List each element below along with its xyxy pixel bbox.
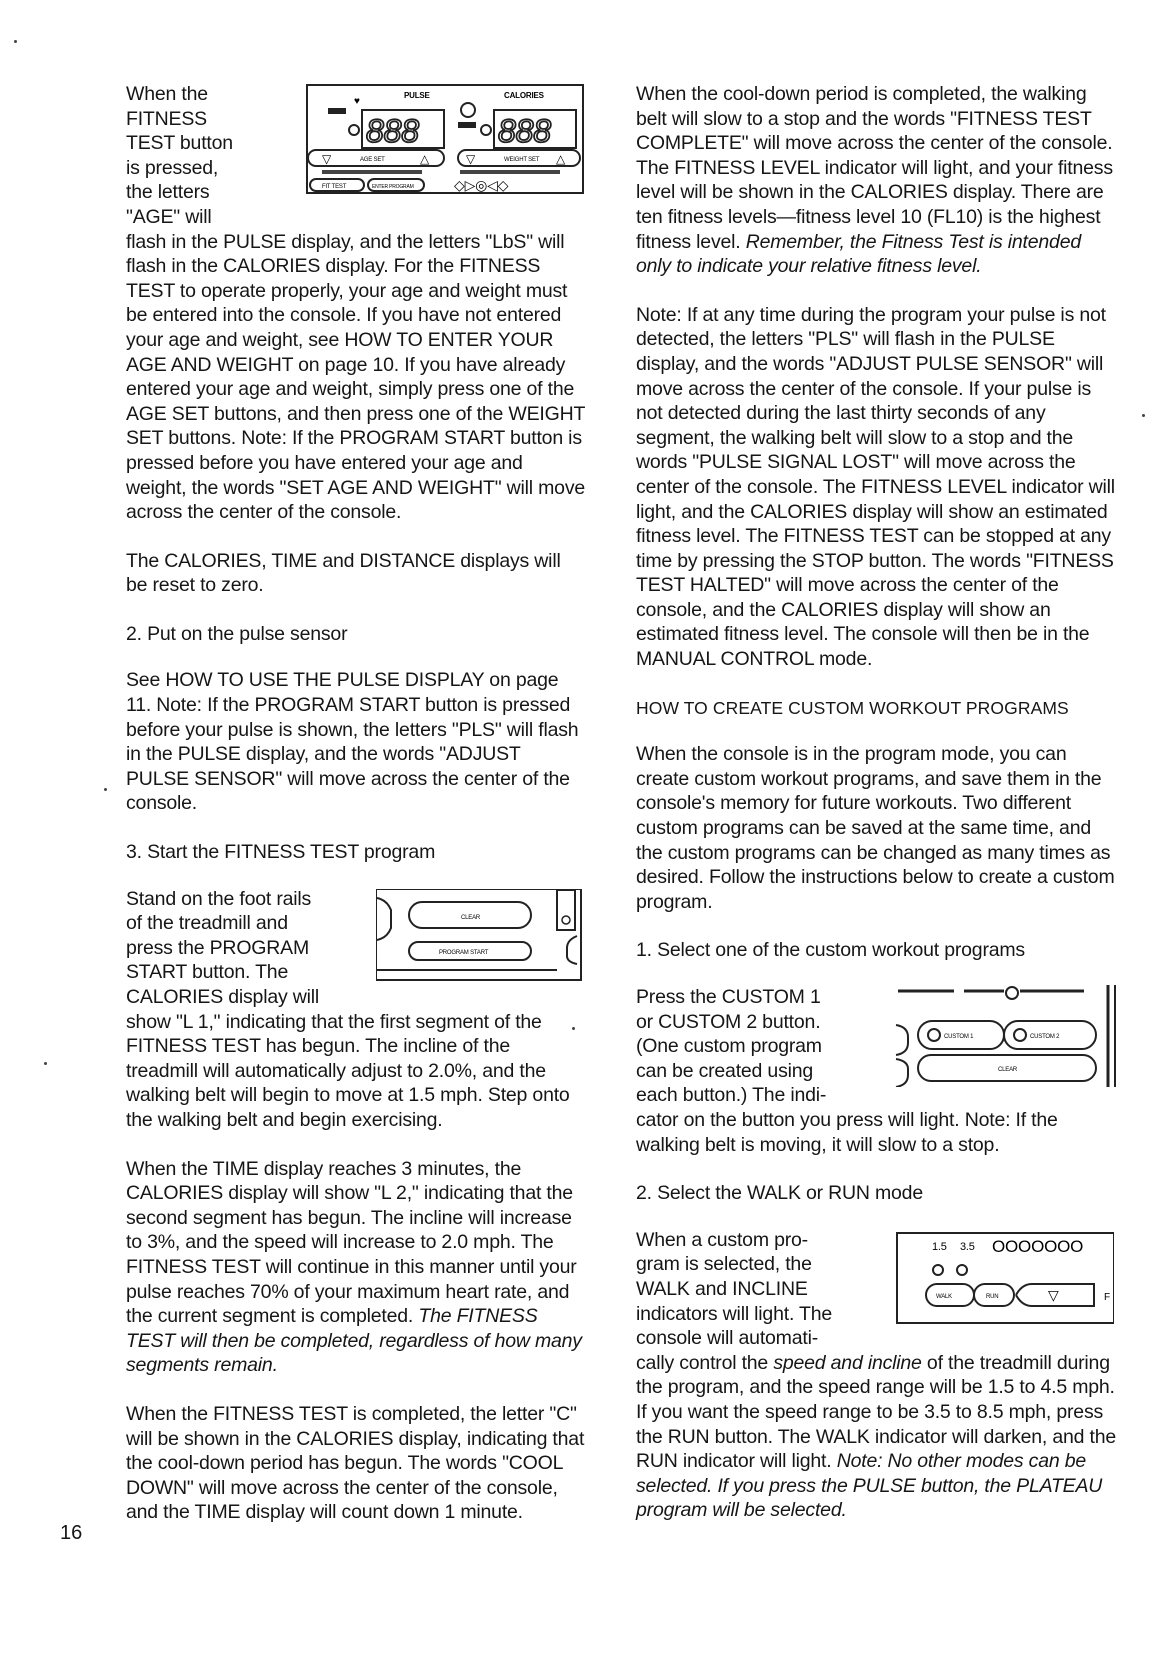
calories-digits: 888 — [498, 113, 551, 149]
when-line: When a custom pro- — [636, 1228, 808, 1251]
press-line: or CUSTOM 2 button. — [636, 1010, 821, 1033]
up-arrow-icon: △ — [420, 152, 430, 166]
custom-step-1-heading: 1. Select one of the custom workout programs — [636, 939, 1025, 962]
custom-2-button: CUSTOM 2 — [1030, 1034, 1060, 1040]
page-number: 16 — [60, 1522, 83, 1544]
intro-line: TEST button — [126, 132, 233, 155]
custom-1-button: CUSTOM 1 — [944, 1034, 974, 1040]
left-column — [126, 82, 586, 1549]
custom-programs-intro: When the console is in the program mode, you can create custom workout programs, and save them in the console's memory for future workouts. Two different custom programs can be saved at the same time, and the custom programs can be changed as many times as desired. Follow the instructions below to create a custom program. — [636, 743, 1115, 913]
heart-icon: ♥ — [354, 96, 360, 107]
speed-range-paragraph: cally control the speed and incline of the treadmill during the program, and the speed range will be 1.5 to 4.5 mph. If you want the speed range to be 3.5 to 8.5 mph, press the RUN button. The WALK indicator will darken, and the RUN indicator will light. Note: No other modes can be selected. If you press the PULSE button, the PLATEAU program will be selected. — [636, 1351, 1117, 1522]
scan-speck — [14, 40, 17, 43]
stand-line: START button. The — [126, 961, 289, 984]
when-line: indicators will light. The — [636, 1302, 833, 1325]
console-display-figure — [306, 84, 584, 194]
clear-label: CLEAR — [998, 1067, 1018, 1073]
scan-speck — [104, 788, 107, 791]
pulse-digits: 888 — [366, 113, 419, 149]
pulse-label: PULSE — [404, 91, 430, 100]
fit-test-button: FIT TEST — [322, 184, 347, 190]
clock-icon — [461, 103, 475, 117]
scan-speck — [1142, 414, 1145, 417]
scan-speck — [44, 1062, 47, 1065]
walk-run-figure — [896, 1232, 1114, 1324]
intro-line: the letters — [126, 181, 210, 204]
custom-programs-heading: HOW TO CREATE CUSTOM WORKOUT PROGRAMS — [636, 697, 1069, 718]
cool-down-paragraph: When the FITNESS TEST is completed, the letter "C" will be shown in the CALORIES display, indicating that the cool-down period has begun. The words "COOL DOWN" will move across the center of the console, and the TIME display will count down 1 minute. — [126, 1402, 585, 1524]
run-button: RUN — [986, 1293, 999, 1300]
fitness-level-paragraph: When the cool-down period is completed, the walking belt will slow to a stop and the words "FITNESS TEST COMPLETE" will move across the center of the console. The FITNESS LEVEL indicator will light, and your fitness level will be shown in the CALORIES display. There are ten fitness levels—fitness level 10 (FL10) is the highest fitness level. Remember, the Fitness Test is intended only to indicate your relative fitness level. — [636, 83, 1113, 278]
press-line: (One custom program — [636, 1035, 822, 1058]
intro-wrap — [126, 82, 586, 230]
svg-text:F: F — [1104, 1291, 1110, 1303]
weight-set-label: WEIGHT SET — [504, 157, 540, 163]
stand-wrap — [126, 887, 586, 1010]
custom-buttons-figure — [894, 985, 1116, 1087]
calories-label: CALORIES — [504, 91, 544, 100]
enter-program-button: ENTER PROGRAM — [372, 184, 414, 190]
speed-low-label: 1.5 — [932, 1240, 947, 1253]
up-arrow-icon: △ — [556, 152, 566, 166]
program-start-figure — [376, 889, 582, 981]
press-line: Press the CUSTOM 1 — [636, 986, 821, 1008]
when-line: console will automati- — [636, 1327, 819, 1350]
intro-line: "AGE" will — [126, 205, 212, 228]
walk-button: WALK — [936, 1293, 952, 1300]
intro-line: is pressed, — [126, 156, 219, 179]
down-arrow-icon: ▽ — [1048, 1286, 1059, 1303]
custom-step-2-heading: 2. Select the WALK or RUN mode — [636, 1182, 923, 1205]
down-arrow-icon: ▽ — [322, 152, 332, 166]
segment-icons: ◇▷◎◁◇ — [454, 177, 509, 192]
down-arrow-icon: ▽ — [466, 152, 476, 166]
step-3-heading: 3. Start the FITNESS TEST program — [126, 841, 436, 864]
pulse-sensor-paragraph: See HOW TO USE THE PULSE DISPLAY on page 11. Note: If the PROGRAM START button is pressed before your pulse is shown, the letters "PLS" will flash in the PULSE display, and the words "ADJUST PULSE SENSOR" will move across the center of the console. — [126, 669, 579, 815]
indicator-row: OOOOOOO — [992, 1236, 1084, 1256]
fitness-test-intro-continued: flash in the PULSE display, and the letters "LbS" will flash in the CALORIES display. For the FITNESS TEST to operate properly, your age and weight must be entered into the console. If you have not entered your age and weight, see HOW TO ENTER YOUR AGE AND WEIGHT on page 10. If you have already entered your age and weight, simply press one of the AGE SET buttons, and then press one of the WEIGHT SET buttons. Note: If the PROGRAM START button is pressed before you have entered your age and weight, the words "SET AGE AND WEIGHT" will move across the center of the console. — [126, 230, 586, 524]
pulse-not-detected-paragraph: Note: If at any time during the program your pulse is not detected, the letters "PLS" will flash in the PULSE display, and the words "ADJUST PULSE SENSOR" will move across the center of the console. If your pulse is not detected during the last thirty seconds of any segment, the walking belt will slow to a stop and the words "PULSE SIGNAL LOST" will move across the center of the console. The FITNESS LEVEL indicator will light, and the CALORIES display will show an estimated fitness level. The FITNESS TEST can be stopped at any time by pressing the STOP button. The words "FITNESS TEST HALTED" will move across the center of the console, and the CALORIES display will show an estimated fitness level. The console will then be in the MANUAL CONTROL mode. — [636, 303, 1115, 671]
intro-line: FITNESS — [126, 107, 207, 130]
when-line: gram is selected, the — [636, 1253, 812, 1276]
speed-high-label: 3.5 — [960, 1240, 975, 1253]
stand-line: of the treadmill and — [126, 912, 288, 935]
clear-label: CLEAR — [461, 914, 481, 921]
when-line: WALK and INCLINE — [636, 1277, 808, 1300]
segment-start-paragraph: show "L 1," indicating that the first segment of the FITNESS TEST has begun. The incline of the treadmill will automatically adjust to 2.0%, and the walking belt will begin to move at 1.5 mph. Step onto the walking belt and begin exercising. — [126, 1010, 570, 1131]
when-wrap — [636, 1228, 1116, 1351]
step-2-heading: 2. Put on the pulse sensor — [126, 622, 348, 645]
intro-line: When the — [126, 83, 208, 105]
press-line: each button.) The indi- — [636, 1084, 827, 1107]
program-start-button: PROGRAM START — [439, 949, 489, 956]
press-line: can be created using — [636, 1059, 814, 1082]
age-set-label: AGE SET — [360, 157, 385, 163]
segment-progress-paragraph: When the TIME display reaches 3 minutes, the CALORIES display will show "L 2," indicating that the second segment has begun. The incline will increase to 3%, and the speed will increase to 2.0 mph. The FITNESS TEST will continue in this manner until your pulse reaches 70% of your maximum heart rate, and the current segment is completed. The FITNESS TEST will then be completed, regardless of how many segments remain. — [126, 1157, 582, 1377]
stand-line: press the PROGRAM — [126, 936, 309, 959]
reset-displays-paragraph: The CALORIES, TIME and DISTANCE displays will be reset to zero. — [126, 549, 561, 597]
scan-speck — [572, 1027, 575, 1030]
stand-line: CALORIES display will — [126, 986, 320, 1008]
custom-indicator-paragraph: cator on the button you press will light. Note: If the walking belt is moving, it will slow to a stop. — [636, 1108, 1058, 1156]
stand-line: Stand on the foot rails — [126, 887, 312, 910]
right-column — [636, 82, 1116, 1547]
press-wrap — [636, 985, 1116, 1108]
